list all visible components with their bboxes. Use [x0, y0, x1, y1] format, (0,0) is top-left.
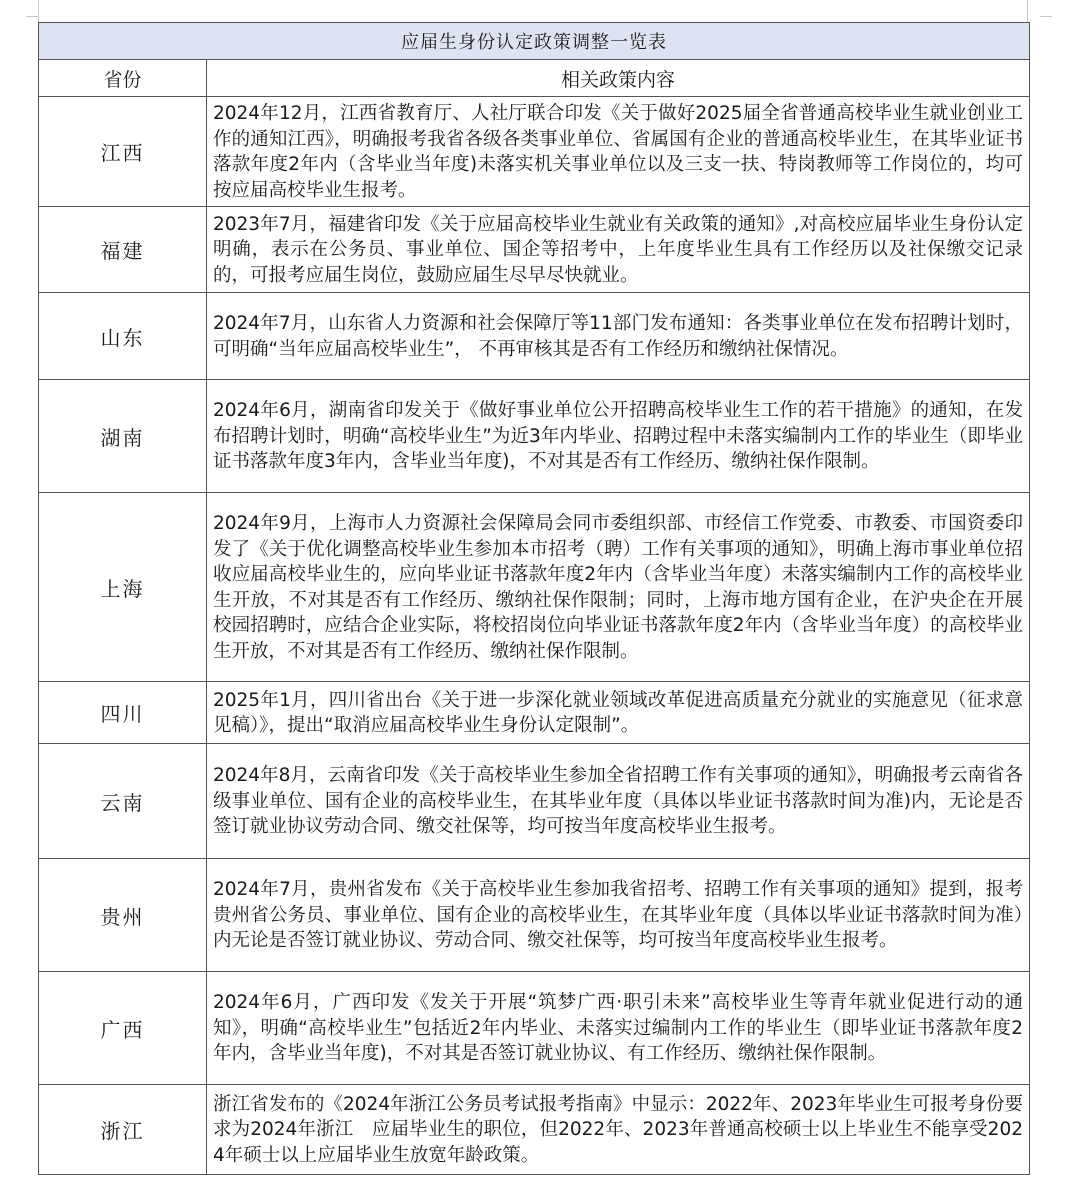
province-cell: 湖南 [39, 380, 207, 493]
province-header: 省份 [39, 60, 207, 97]
content-header: 相关政策内容 [207, 60, 1030, 97]
table-row [39, 682, 1030, 744]
table-row [39, 859, 1030, 972]
corner-mark-left [26, 16, 38, 17]
province-cell: 福建 [39, 207, 207, 293]
table-title: 应届生身份认定政策调整一览表 [39, 23, 1030, 60]
policy-content-cell: 2024年6月，广西印发《发关于开展“筑梦广西·职引未来”高校毕业生等青年就业促进行动的通知》，明确“高校毕业生”包括近2年内毕业、未落实过编制内工作的毕业生（即毕业证书落款年度2年内，含毕业当年度)，不对其是否签订就业协议、有工作经历、缴纳社保作限制。 [207, 972, 1030, 1085]
province-cell: 广西 [39, 972, 207, 1085]
province-cell: 上海 [39, 493, 207, 682]
policy-content-cell: 2024年6月，湖南省印发关于《做好事业单位公开招聘高校毕业生工作的若干措施》的通知，在发布招聘计划时，明确“高校毕业生”为近3年内毕业、招聘过程中未落实编制内工作的毕业生（即毕业证书落款年度3年内，含毕业当年度)，不对其是否有工作经历、缴纳社保作限制。 [207, 380, 1030, 493]
policy-content-cell: 2025年1月，四川省出台《关于进一步深化就业领域改革促进高质量充分就业的实施意见（征求意见稿）》，提出“取消应届高校毕业生身份认定限制”。 [207, 682, 1030, 744]
table-row [39, 744, 1030, 859]
province-cell: 四川 [39, 682, 207, 744]
header-row [39, 60, 1030, 97]
policy-content-cell: 2024年9月，上海市人力资源社会保障局会同市委组织部、市经信工作党委、市教委、市国资委印发了《关于优化调整高校毕业生参加本市招考（聘）工作有关事项的通知》，明确上海市事业单位招收应届高校毕业生的，应向毕业证书落款年度2年内（含毕业当年度）未落实编制内工作的高校毕业生开放，不对其是否有工作经历、缴纳社保作限制；同时，上海市地方国有企业，在沪央企在开展校园招聘时，应结合企业实际，将校招岗位向毕业证书落款年度2年内（含毕业当年度）的高校毕业生开放，不对其是否有工作经历、缴纳社保作限制。 [207, 493, 1030, 682]
table-row [39, 207, 1030, 293]
policy-table [38, 22, 1030, 1175]
title-row [39, 23, 1030, 60]
province-cell: 山东 [39, 293, 207, 380]
table-row [39, 293, 1030, 380]
policy-content-cell: 2023年7月，福建省印发《关于应届高校毕业生就业有关政策的通知》,对高校应届毕业生身份认定明确，表示在公务员、事业单位、国企等招考中，上年度毕业生具有工作经历以及社保缴交记录的，可报考应届生岗位，鼓励应届生尽早尽快就业。 [207, 207, 1030, 293]
policy-content-cell: 浙江省发布的《2024年浙江公务员考试报考指南》中显示：2022年、2023年毕业生可报考身份要求为2024年浙江 应届毕业生的职位，但2022年、2023年普通高校硕士以上毕业生不能享受2024年硕士以上应届毕业生放宽年龄政策。 [207, 1085, 1030, 1175]
policy-content-cell: 2024年8月，云南省印发《关于高校毕业生参加全省招聘工作有关事项的通知》，明确报考云南省各级事业单位、国有企业的高校毕业生，在其毕业年度（具体以毕业证书落款时间为准)内，无论是否签订就业协议劳动合同、缴交社保等，均可按当年度高校毕业生报考。 [207, 744, 1030, 859]
table-row [39, 1085, 1030, 1175]
table-row [39, 972, 1030, 1085]
corner-mark-right [1040, 16, 1052, 17]
province-cell: 江西 [39, 97, 207, 207]
page-edge [38, 0, 1028, 22]
table-row [39, 493, 1030, 682]
province-cell: 贵州 [39, 859, 207, 972]
policy-content-cell: 2024年7月，贵州省发布《关于高校毕业生参加我省招考、招聘工作有关事项的通知》提到，报考贵州省公务员、事业单位、国有企业的高校毕业生，在其毕业年度（具体以毕业证书落款时间为准）内无论是否签订就业协议、劳动合同、缴交社保等，均可按当年度高校毕业生报考。 [207, 859, 1030, 972]
province-cell: 云南 [39, 744, 207, 859]
province-cell: 浙江 [39, 1085, 207, 1175]
table-row [39, 97, 1030, 207]
policy-content-cell: 2024年7月，山东省人力资源和社会保障厅等11部门发布通知：各类事业单位在发布招聘计划时，可明确“当年应届高校毕业生”， 不再审核其是否有工作经历和缴纳社保情况。 [207, 293, 1030, 380]
table-row [39, 380, 1030, 493]
policy-content-cell: 2024年12月，江西省教育厅、人社厅联合印发《关于做好2025届全省普通高校毕业生就业创业工作的通知江西》，明确报考我省各级各类事业单位、省属国有企业的普通高校毕业生，在其毕业证书落款年度2年内（含毕业当年度)未落实机关事业单位以及三支一扶、特岗教师等工作岗位的，均可按应届高校毕业生报考。 [207, 97, 1030, 207]
